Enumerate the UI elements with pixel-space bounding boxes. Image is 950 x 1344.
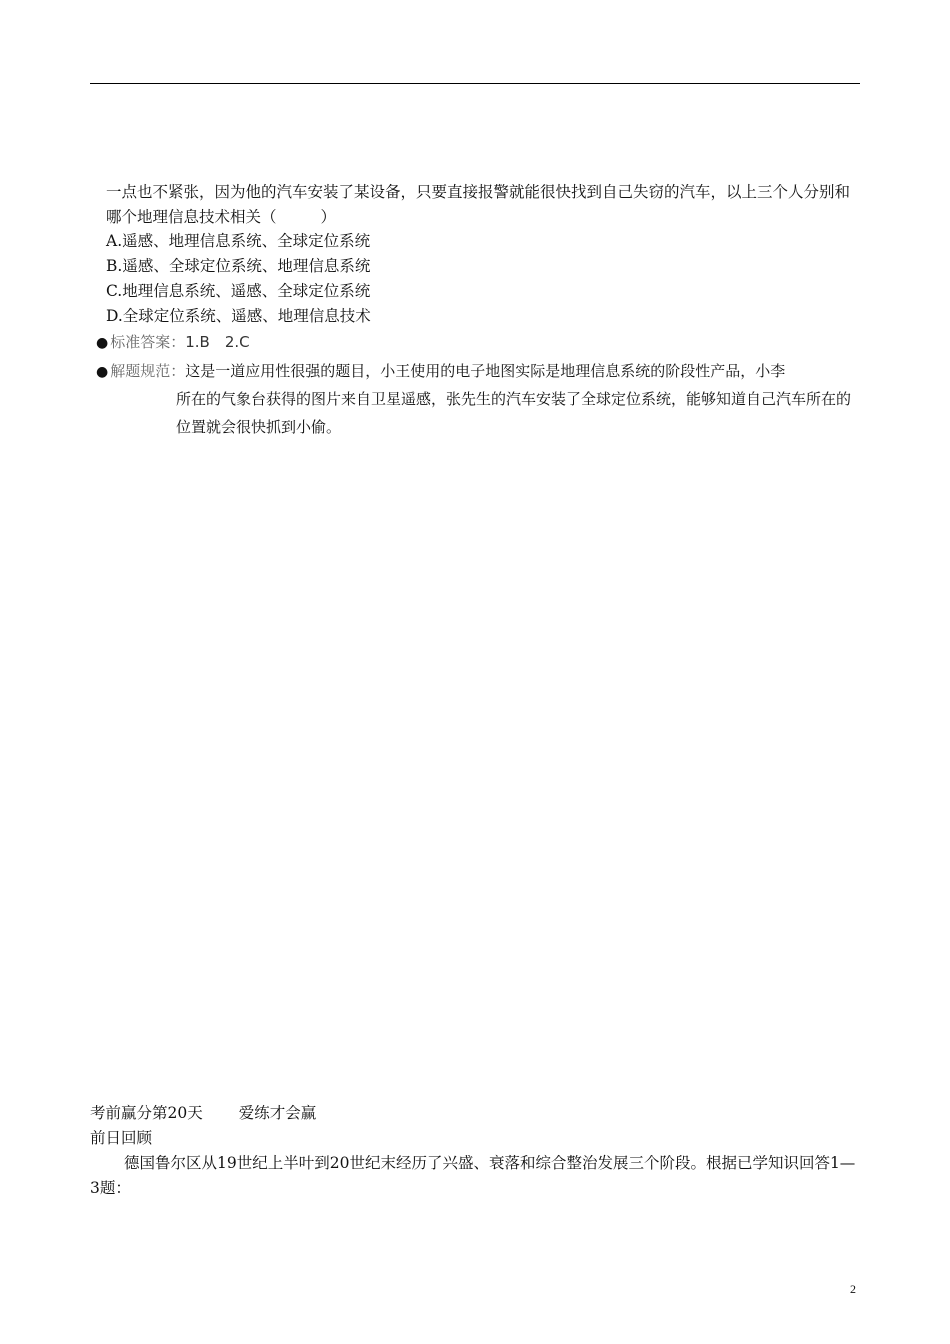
standard-answer xyxy=(96,330,250,356)
review-heading: 前日回顾 xyxy=(90,1129,153,1147)
review-intro: 德国鲁尔区从19世纪上半叶到20世纪末经历了兴盛、衰落和综合整治发展三个阶段。根据已学知识回答1—3题： xyxy=(90,1154,856,1197)
question-stem-text: 一点也不紧张，因为他的汽车安装了某设备，只要直接报警就能很快找到自己失窃的汽车，以上三个人分别和哪个地理信息技术相关（ xyxy=(106,183,851,226)
bullet-icon: ● xyxy=(96,335,109,351)
explanation-first-line xyxy=(96,357,856,386)
explanation-text-first: 这是一道应用性很强的题目，小王使用的电子地图实际是地理信息系统的阶段性产品，小李 xyxy=(185,362,786,380)
bullet-icon: ● xyxy=(96,364,109,380)
question-stem-close: ） xyxy=(320,208,337,226)
question-stem xyxy=(106,180,858,230)
motto: 爱练才会赢 xyxy=(238,1104,317,1122)
day-title-line xyxy=(90,1101,316,1126)
explanation-text-rest: 所在的气象台获得的图片来自卫星遥感，张先生的汽车安装了全球定位系统，能够知道自己汽车所在的位置就会很快抓到小偷。 xyxy=(176,390,852,436)
option-b: B.遥感、全球定位系统、地理信息系统 xyxy=(106,257,371,275)
option-d: D.全球定位系统、遥感、地理信息技术 xyxy=(106,307,371,325)
day-title: 考前赢分第20天 xyxy=(90,1104,203,1122)
standard-answer-label: 标准答案： xyxy=(110,333,186,351)
header-rule xyxy=(90,83,860,84)
explanation-label: 解题规范： xyxy=(110,362,186,380)
option-c: C.地理信息系统、遥感、全球定位系统 xyxy=(106,282,371,300)
option-a: A.遥感、地理信息系统、全球定位系统 xyxy=(106,232,371,250)
page-number: 2 xyxy=(850,1282,856,1296)
standard-answer-values: 1.B 2.C xyxy=(185,333,250,351)
